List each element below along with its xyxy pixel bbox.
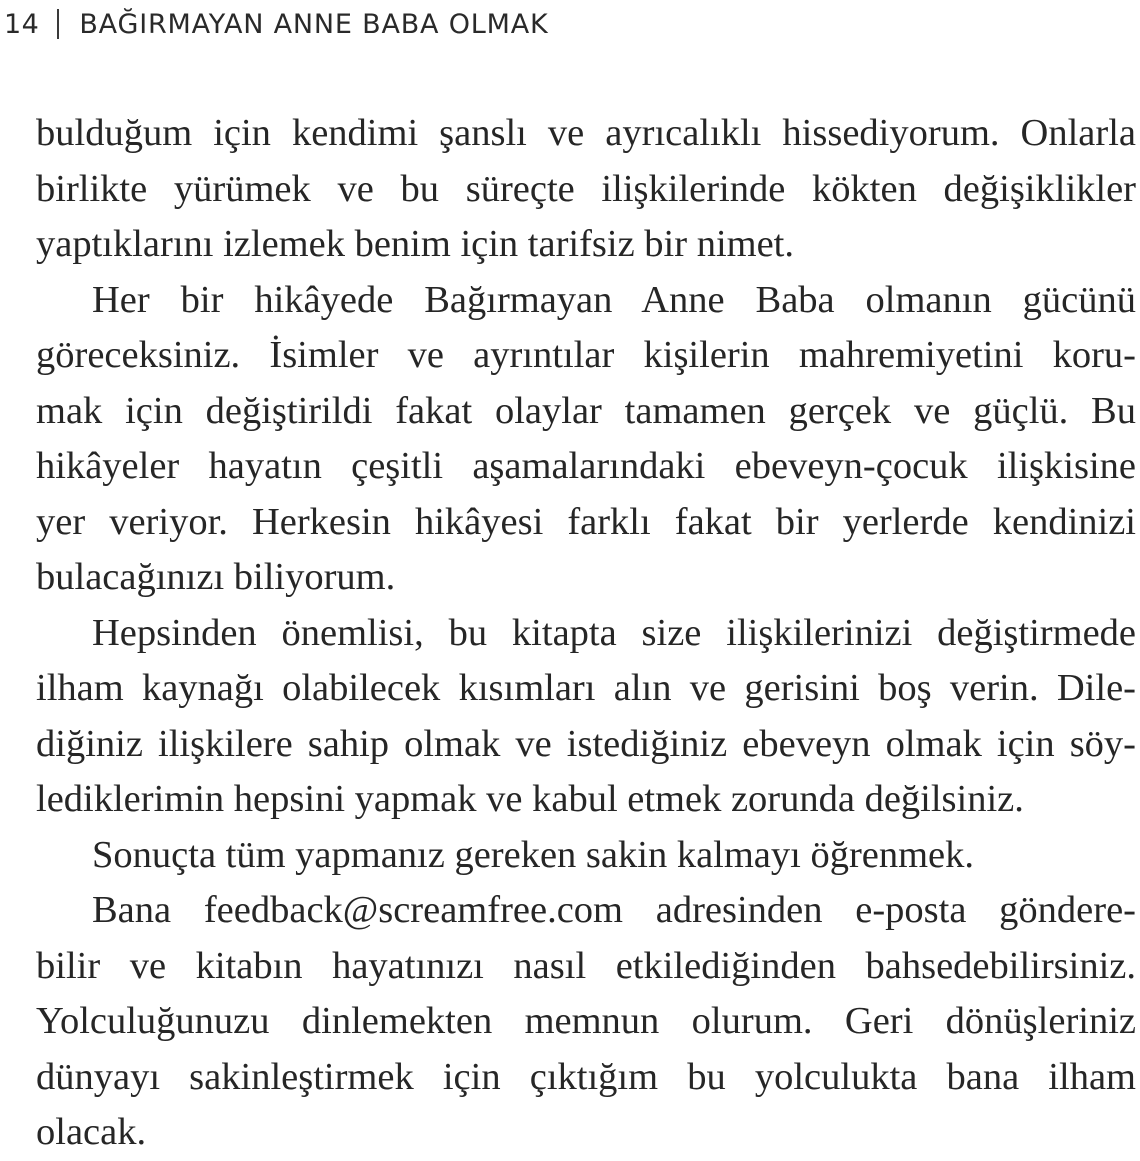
text-line: dünyayı sakinleştirmek için çıktığım bu yolculukta bana ilham [36,1055,1136,1098]
text-line: ilham kaynağı olabilecek kısımları alın ve gerisini boş verin. Dile- [36,667,1136,709]
paragraph [36,106,1136,273]
running-header [4,4,548,44]
page-number: 14 [4,8,40,40]
text-line: Yolculuğunuzu dinlemekten memnun olurum. Geri dönüşleriniz [36,1000,1136,1042]
text-line: bilir ve kitabın hayatınızı nasıl etkilediğinden bahsedebilirsiniz. [36,944,1136,987]
paragraph [36,606,1136,828]
running-title: BAĞIRMAYAN ANNE BABA OLMAK [79,8,549,40]
text-line: bulduğum için kendimi şanslı ve ayrıcalıklı hissediyorum. Onlarla [36,112,1136,154]
text-line: birlikte yürümek ve bu süreçte ilişkilerinde kökten değişiklikler [36,167,1136,210]
text-line: mak için değiştirildi fakat olaylar tamamen gerçek ve güçlü. Bu [36,389,1136,432]
text-line: hikâyeler hayatın çeşitli aşamalarındaki ebeveyn-çocuk ilişkisine [36,445,1136,487]
text-line: Bana feedback@screamfree.com adresinden e-posta göndere- [92,889,1136,931]
paragraph [36,273,1136,606]
paragraph [36,883,1136,1161]
text-line: Her bir hikâyede Bağırmayan Anne Baba olmanın gücünü [92,278,1136,321]
text-line: yaptıklarını izlemek benim için tarifsiz bir nimet. [36,223,795,265]
paragraph [36,828,1136,884]
text-line: diğiniz ilişkilere sahip olmak ve istediğiniz ebeveyn olmak için söy- [36,722,1136,765]
header-divider [57,9,59,39]
text-line: olacak. [36,1111,147,1153]
text-line: yer veriyor. Herkesin hikâyesi farklı fakat bir yerlerde kendinizi [36,500,1136,543]
text-line: Hepsinden önemlisi, bu kitapta size ilişkilerinizi değiştirmede [92,611,1136,654]
page-body [36,106,1136,1161]
text-line: göreceksiniz. İsimler ve ayrıntılar kişilerin mahremiyetini koru- [36,334,1136,376]
text-line: lediklerimin hepsini yapmak ve kabul etmek zorunda değilsiniz. [36,778,1024,820]
text-line: Sonuçta tüm yapmanız gereken sakin kalmayı öğrenmek. [92,833,975,876]
text-line: bulacağınızı biliyorum. [36,556,396,598]
